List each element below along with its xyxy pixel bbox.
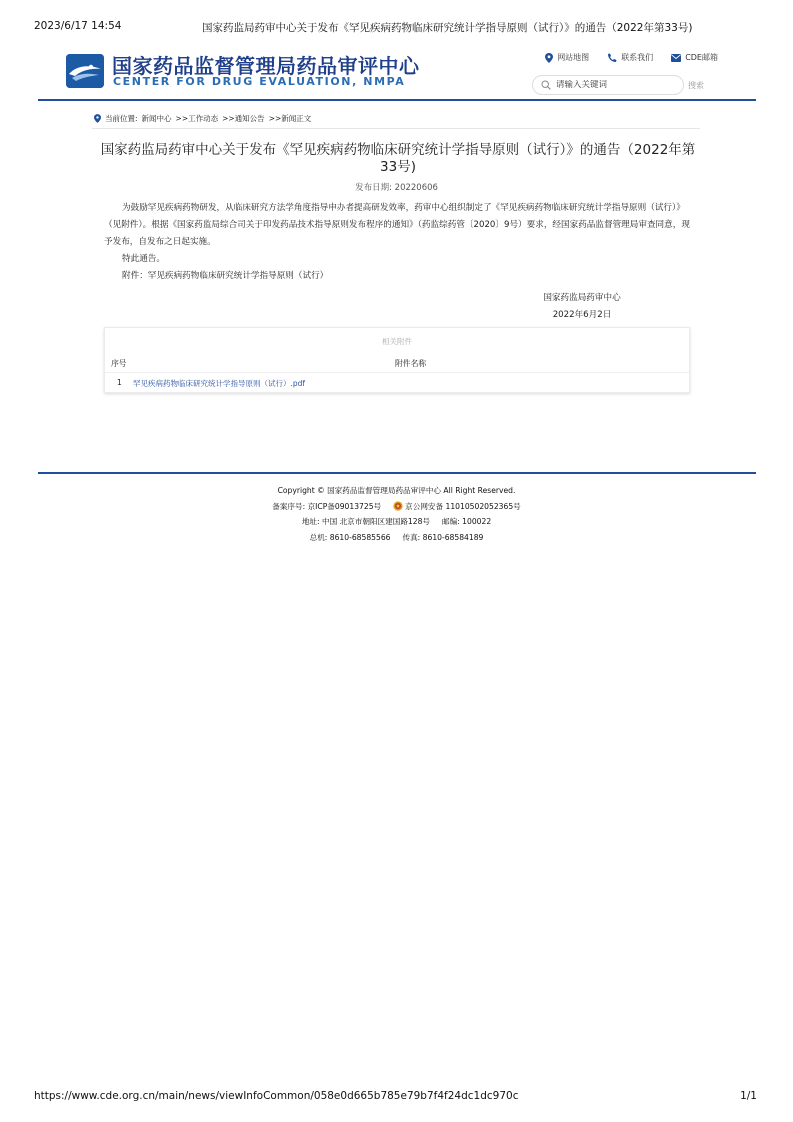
footer-icp-link[interactable]: 备案序号: 京ICP备09013725号 (272, 501, 382, 511)
footer-copyright: Copyright © 国家药品监督管理局药品审评中心 All Right Reserved. (277, 486, 516, 495)
attachments-col-name: 附件名称 (395, 359, 427, 368)
phone-icon (607, 53, 617, 62)
print-url: https://www.cde.org.cn/main/news/viewInfoCommon/058e0d665b785e79b7f4f24dc1dc970c (34, 1090, 519, 1102)
attachments-col-index: 序号 (111, 359, 127, 368)
site-name-en: CENTER FOR DRUG EVALUATION, NMPA (113, 75, 406, 88)
attachment-index: 1 (117, 378, 122, 387)
sitemap-link-label: 网站地图 (557, 53, 590, 62)
signature (520, 290, 644, 324)
print-header (34, 20, 757, 34)
footer-phone: 总机: 8610-68585566 (309, 532, 391, 542)
site-footer (0, 483, 793, 545)
site-name-cn[interactable]: 国家药品监督管理局药品审评中心 (112, 54, 420, 78)
top-links (545, 52, 718, 63)
cde-mail-link-label: CDE邮箱 (685, 53, 718, 62)
cde-logo-icon[interactable] (66, 54, 104, 88)
signature-date: 2022年6月2日 (552, 310, 612, 320)
publish-date-label: 发布日期: (355, 183, 392, 193)
footer-postcode: 邮编: 100022 (442, 517, 492, 526)
article-closing: 特此通告。 (122, 254, 165, 264)
police-emblem-icon (393, 501, 403, 511)
header-divider (38, 99, 756, 101)
location-pin-icon (545, 53, 553, 63)
contact-link-label: 联系我们 (621, 53, 654, 62)
print-timestamp: 2023/6/17 14:54 (34, 20, 122, 32)
article-attachment-note: 附件：罕见疾病药物临床研究统计学指导原则（试行） (122, 271, 329, 281)
attachment-pdf-link[interactable]: 罕见疾病药物临床研究统计学指导原则（试行）.pdf (133, 379, 306, 388)
location-pin-icon (94, 114, 101, 123)
breadcrumb-notices[interactable]: >>通知公告 (222, 114, 265, 123)
publish-date (0, 181, 793, 193)
publish-date-value: 20220606 (394, 183, 438, 193)
search-box (532, 75, 684, 95)
breadcrumb-current: >>新闻正文 (268, 114, 312, 123)
contact-link[interactable] (607, 52, 653, 63)
cde-mail-link[interactable] (671, 52, 718, 63)
article-title: 国家药监局药审中心关于发布《罕见疾病药物临床研究统计学指导原则（试行）》的通告（2022年第33号) (100, 142, 696, 175)
footer-divider (38, 472, 756, 474)
search-icon (541, 80, 551, 90)
breadcrumb-prefix: 当前位置: (105, 114, 138, 123)
footer-address: 地址: 中国 北京市朝阳区建国路128号 (301, 517, 431, 526)
site-header (38, 44, 756, 102)
breadcrumb-news-center[interactable]: 新闻中心 (141, 114, 172, 123)
breadcrumb (94, 113, 311, 124)
search-input[interactable] (556, 80, 676, 90)
signature-org: 国家药监局药审中心 (543, 293, 621, 303)
article-paragraph: 为鼓励罕见疾病药物研发，从临床研究方法学角度指导申办者提高研发效率，药审中心组织制定了《罕见疾病药物临床研究统计学指导原则（试行）》（见附件）。根据《国家药监局综合司关于印发药品技术指导原则发布程序的通知》（药监综药管〔2020〕9号）要求，经国家药品监督管理局审查同意，现予发布，自发布之日起实施。 (104, 203, 690, 247)
footer-police-label: 京公网安备 11010502052365号 (405, 501, 521, 511)
attachments-divider (105, 372, 689, 373)
search-button[interactable]: 搜索 (688, 81, 704, 90)
footer-police-link[interactable] (393, 499, 521, 515)
breadcrumb-divider (92, 128, 700, 129)
footer-fax: 传真: 8610-68584189 (402, 532, 484, 542)
breadcrumb-work-news[interactable]: >>工作动态 (175, 114, 219, 123)
print-page-title: 国家药监局药审中心关于发布《罕见疾病药物临床研究统计学指导原则（试行）》的通告（2022年第33号) (202, 22, 693, 34)
sitemap-link[interactable] (545, 52, 589, 63)
attachments-panel (104, 327, 690, 393)
print-page-number: 1/1 (740, 1090, 757, 1102)
attachments-title: 相关附件 (382, 337, 412, 346)
article-body (104, 200, 690, 285)
mail-icon (671, 54, 681, 62)
